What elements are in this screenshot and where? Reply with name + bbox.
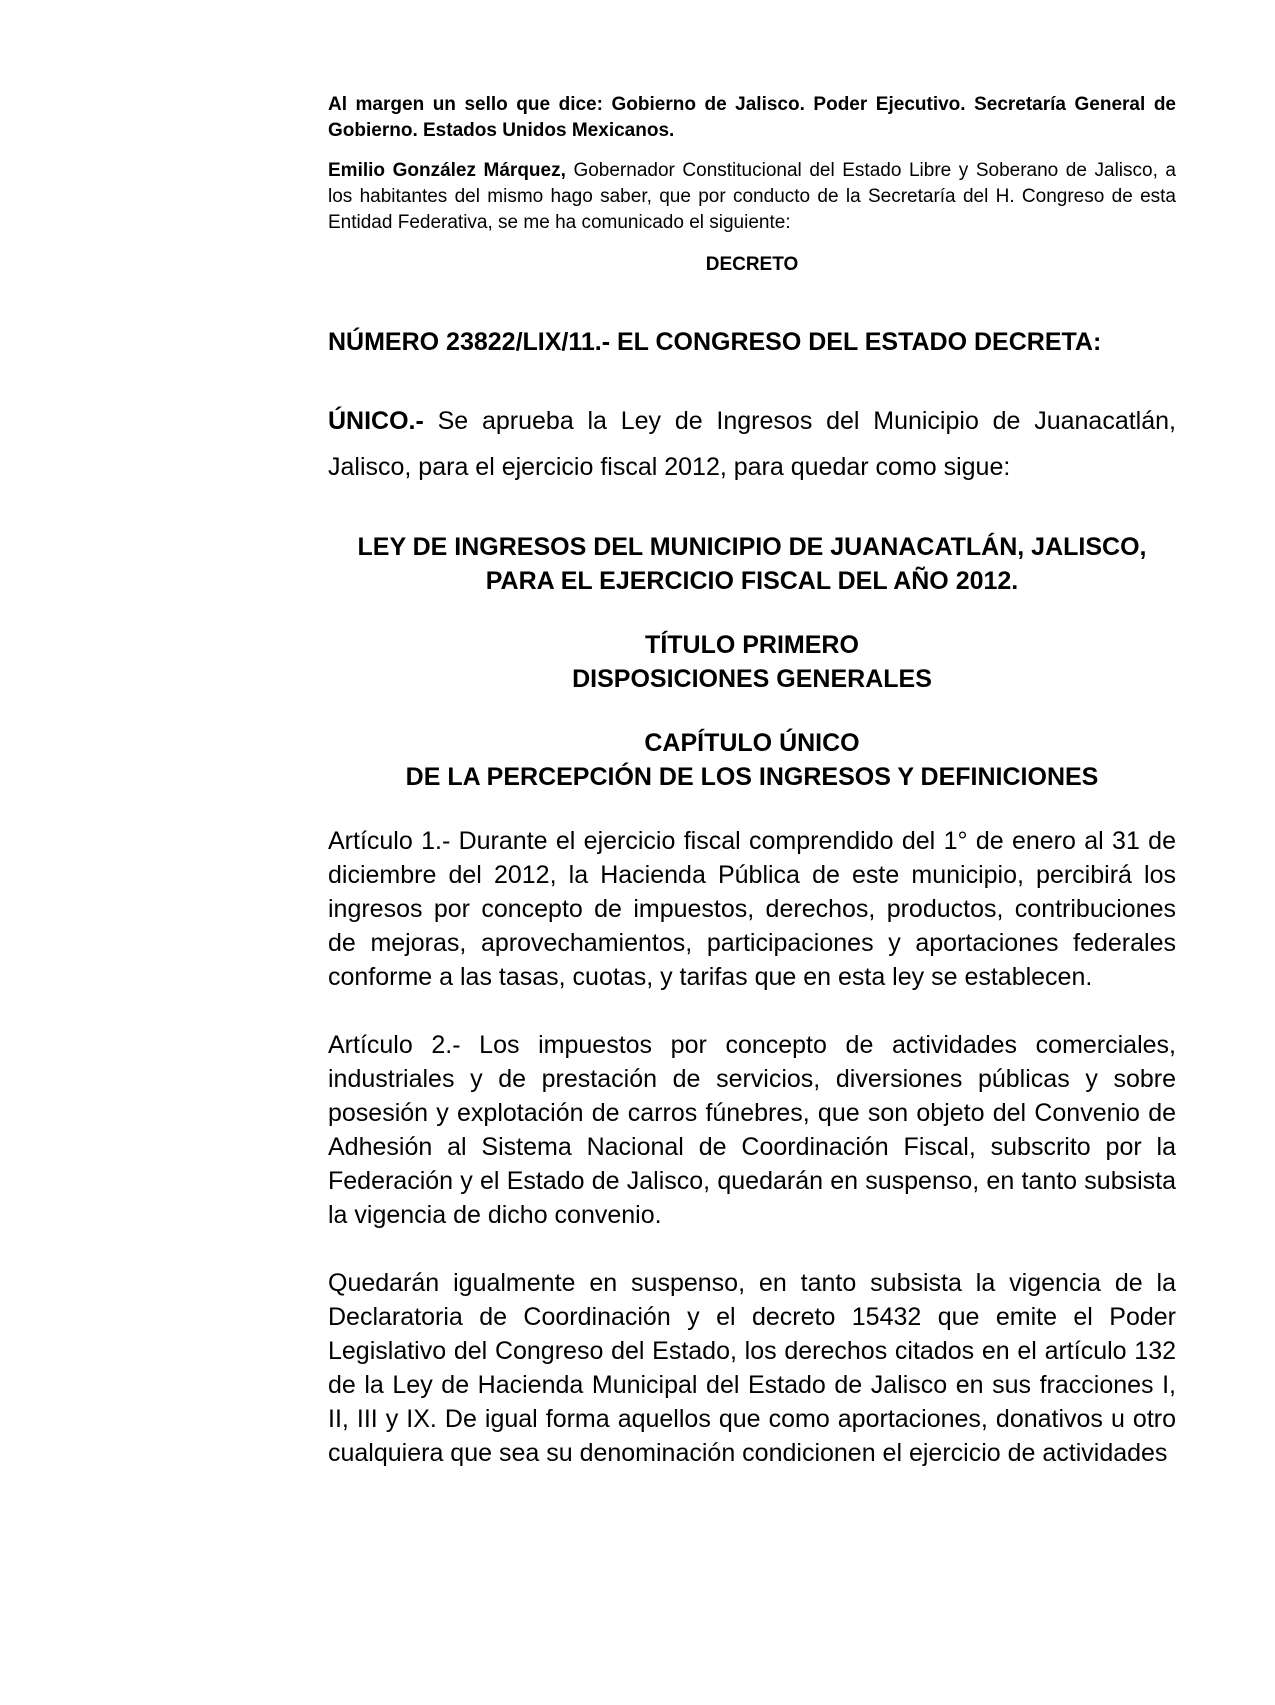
title-heading-line-2: DISPOSICIONES GENERALES xyxy=(572,665,932,693)
unico-paragraph xyxy=(328,398,1176,490)
chapter-heading xyxy=(328,726,1176,794)
article-2-continuation: Quedarán igualmente en suspenso, en tanto subsista la vigencia de la Declaratoria de Coordinación y el decreto 15432 que emite el Poder Legislativo del Congreso del Estado, los derechos citados en el artículo 132 de la Ley de Hacienda Municipal del Estado de Jalisco en sus fracciones I, II, III y IX. De igual forma aquellos que como aportaciones, donativos u otro cualquiera que sea su denominación condicionen el ejercicio de actividades xyxy=(328,1269,1176,1467)
title-heading-line-1: TÍTULO PRIMERO xyxy=(645,631,859,659)
governor-name: Emilio González Márquez, xyxy=(328,160,566,181)
article-2: Artículo 2.- Los impuestos por concepto de actividades comerciales, industriales y de prestación de servicios, diversiones públicas y sobre posesión y explotación de carros fúnebres, que son objeto del Convenio de Adhesión al Sistema Nacional de Coordinación Fiscal, subscrito por la Federación y el Estado de Jalisco, quedarán en suspenso, en tanto subsista la vigencia de dicho convenio. xyxy=(328,1031,1176,1229)
document-page xyxy=(328,92,1176,1470)
unico-label: ÚNICO.- xyxy=(328,407,424,435)
unico-text: Se aprueba la Ley de Ingresos del Municipio de Juanacatlán, Jalisco, para el ejercicio fiscal 2012, para quedar como sigue: xyxy=(328,407,1176,481)
title-heading xyxy=(328,628,1176,696)
article-1: Artículo 1.- Durante el ejercicio fiscal comprendido del 1° de enero al 31 de diciembre del 2012, la Hacienda Pública de este municipio, percibirá los ingresos por concepto de impuestos, derechos, productos, contribuciones de mejoras, aprovechamientos, participaciones y aportaciones federales conforme a las tasas, cuotas, y tarifas que en esta ley se establecen. xyxy=(328,827,1176,991)
intro-paragraph xyxy=(328,158,1176,236)
decreto-label: DECRETO xyxy=(705,254,799,275)
margin-seal-note: Al margen un sello que dice: Gobierno de Jalisco. Poder Ejecutivo. Secretaría General de Gobierno. Estados Unidos Mexicanos. xyxy=(328,94,1176,141)
chapter-heading-line-2: DE LA PERCEPCIÓN DE LOS INGRESOS Y DEFINICIONES xyxy=(405,763,1099,791)
law-title xyxy=(328,530,1176,598)
intro-text: Gobernador Constitucional del Estado Libre y Soberano de Jalisco, a los habitantes del mismo hago saber, que por conducto de la Secretaría del H. Congreso de esta Entidad Federativa, se me ha comunicado el siguiente: xyxy=(328,160,1176,233)
chapter-heading-line-1: CAPÍTULO ÚNICO xyxy=(644,729,860,757)
decree-number: NÚMERO 23822/LIX/11.- EL CONGRESO DEL ESTADO DECRETA: xyxy=(328,328,1102,356)
law-title-line-1: LEY DE INGRESOS DEL MUNICIPIO DE JUANACATLÁN, JALISCO, xyxy=(357,533,1147,561)
law-title-line-2: PARA EL EJERCICIO FISCAL DEL AÑO 2012. xyxy=(485,567,1019,595)
